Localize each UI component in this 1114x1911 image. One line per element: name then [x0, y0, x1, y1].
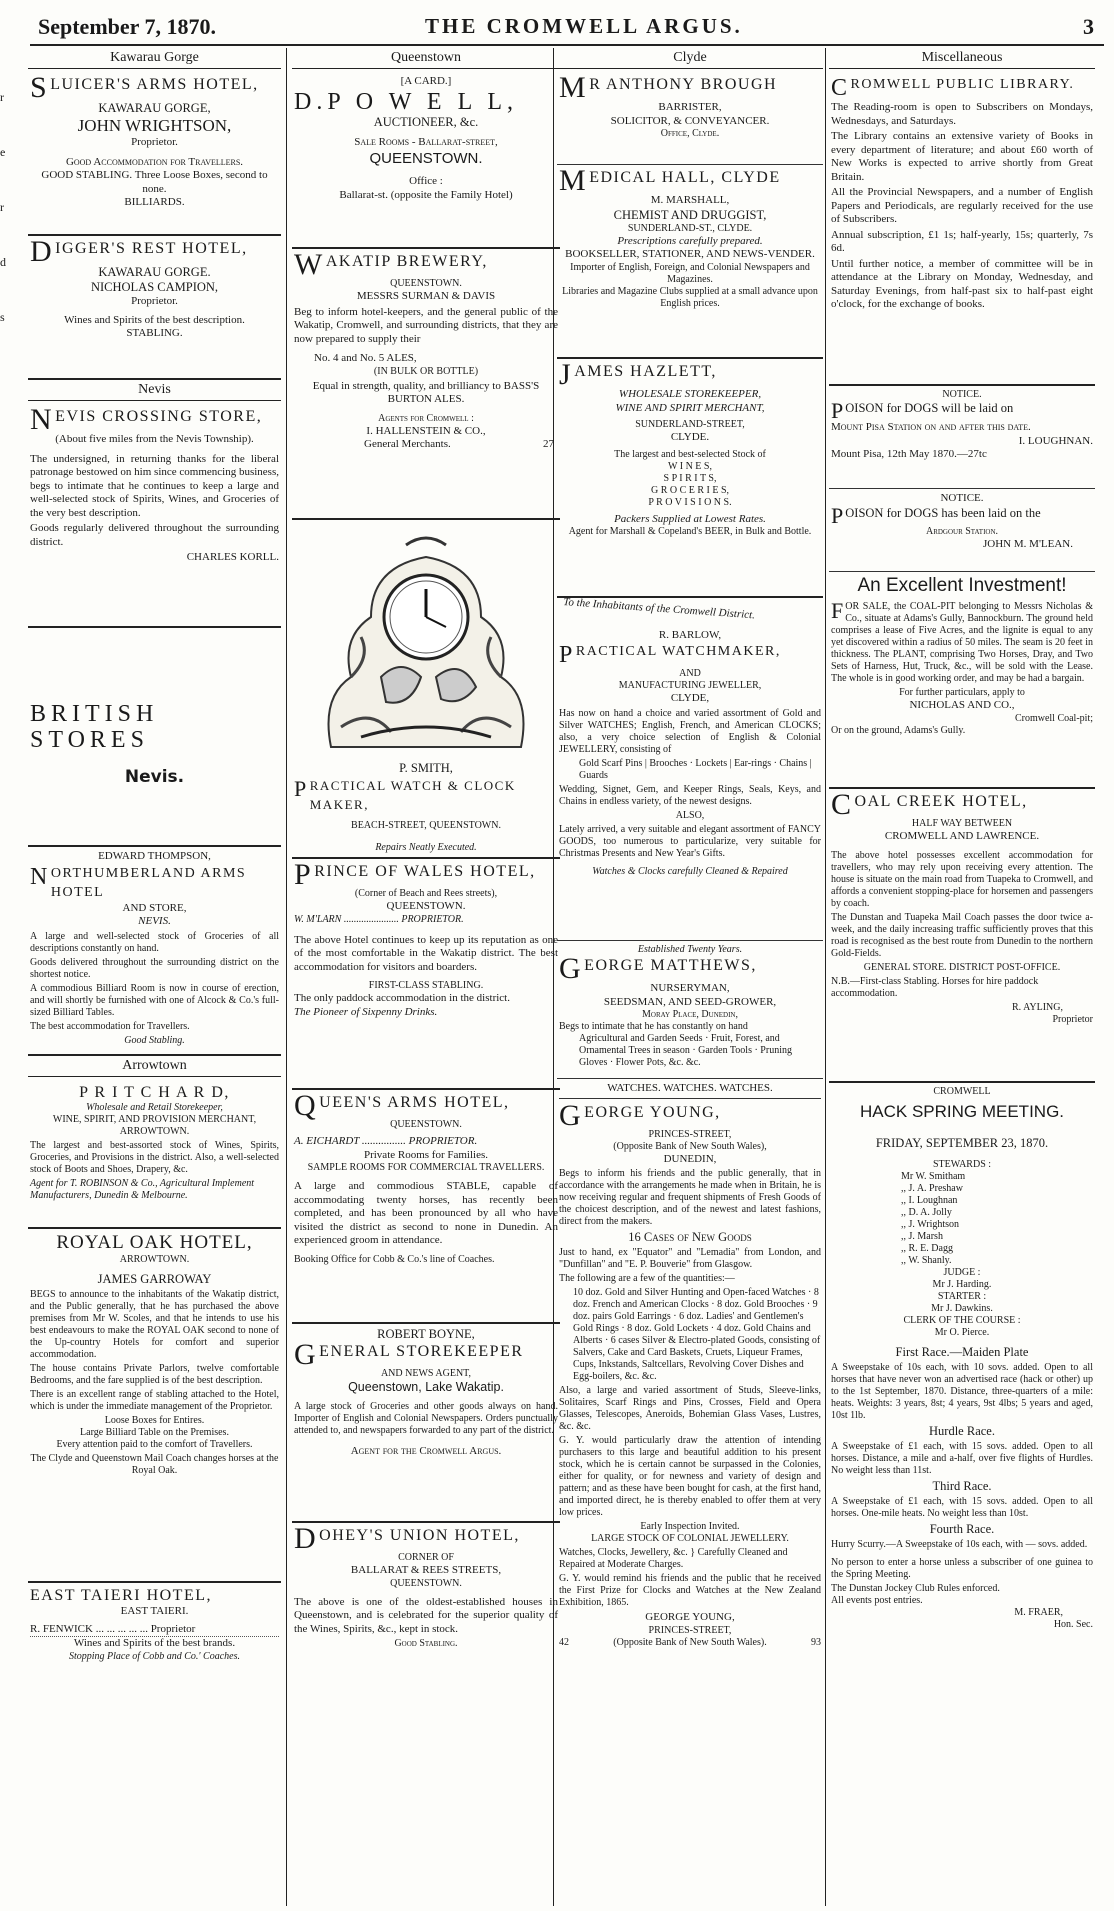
notice-heading: NOTICE.: [940, 492, 984, 504]
ad-body: Agents for Cromwell :: [378, 412, 474, 424]
ornate-clock-icon: [311, 527, 541, 757]
ad-line: Repairs Neatly Executed.: [375, 842, 477, 853]
ad-body: The undersigned, in returning thanks for the liberal patronage bestowed on him since commencing business, begs to intimate that he continues to keep a large and well-selected stock of Spirits, Wines, and Groceries of the very best description.: [30, 452, 279, 519]
ad-owners: MESSRS SURMAN & DAVIS: [356, 290, 496, 302]
ad-body: No. 4 and No. 5 ALES,: [314, 352, 417, 364]
ad-title: EORGE YOUNG,: [584, 1103, 721, 1121]
ad-role: AUCTIONEER, &c.: [373, 114, 479, 129]
meeting-date: FRIDAY, SEPTEMBER 23, 1870.: [875, 1136, 1049, 1150]
ad-address-line: To the Inhabitants of the Cromwell District.: [562, 596, 756, 622]
steward: ,, R. E. Dagg: [901, 1243, 953, 1254]
ad-address: PRINCES-STREET,: [648, 1128, 732, 1140]
ad-title: RINCE OF WALES HOTEL,: [314, 863, 536, 880]
ad-anthony-brough: [557, 72, 823, 165]
ad-title: EVIS CROSSING STORE,: [55, 408, 263, 425]
ad-body: Every attention paid to the comfort of Travellers.: [56, 1439, 253, 1450]
ad-robert-boyne: [292, 1324, 560, 1523]
ad-list: Gold Scarf Pins | Brooches · Lockets | Ear-rings · Chains | Guards: [579, 757, 812, 781]
ad-title: EDICAL HALL, CLYDE: [589, 169, 781, 186]
ad-title: UEEN'S ARMS HOTEL,: [319, 1094, 510, 1111]
drop-cap: C: [831, 788, 853, 821]
ad-wakatip-brewery: [292, 249, 560, 520]
ad-sluicers-arms: [28, 72, 281, 236]
drop-cap: G: [294, 1338, 318, 1371]
ad-line: Stopping Place of Cobb and Co.' Coaches.: [68, 1650, 240, 1662]
proprietor-name: JOHN WRIGHTSON,: [77, 116, 232, 135]
ad-body: All the Provincial Newspapers, and a number of English Papers and Periodicals, are regularly received for the use of Subscribers.: [831, 186, 1093, 225]
ad-body: Cromwell Coal-pit;: [1014, 712, 1093, 724]
ad-hack-spring-meeting: [829, 1083, 1095, 1635]
ad-body: BEGS to announce to the inhabitants of the Wakatip district, and the Public generally, that he has purchased the above premises from Mr W. Scoles, and that he intends to use his best endeavours to make the ROYAL OAK second to none of the Up-country Hotels for comfort and superior accommodation.: [30, 1289, 279, 1360]
ad-body: The Library contains an extensive variety of Books in every department of literature; and about £60 worth of New Works is expected to arrive shortly from Great Britain.: [831, 130, 1093, 183]
notice-poison-ardgour: [829, 489, 1095, 572]
ad-title: HACK SPRING MEETING.: [859, 1102, 1065, 1121]
ad-line: SAMPLE ROOMS FOR COMMERCIAL TRAVELLERS.: [307, 1162, 545, 1173]
ad-body: Good Stabling.: [124, 1034, 185, 1046]
section-heading: Queenstown: [292, 48, 560, 69]
proprietor-name: ROBERT BOYNE,: [377, 1327, 475, 1341]
ad-body: The above is one of the oldest-established houses in Queenstown, and is celebrated for the superior quality of the Wines, Spirits, &c., kept in stock.: [294, 1595, 558, 1635]
section-heading: Nevis: [28, 380, 281, 401]
ad-title: OAL CREEK HOTEL,: [854, 793, 1028, 810]
ad-body: Until further notice, a member of committee will be in attendance at the Library on Monday, Wednesday, and Saturday Evenings, from half-past six to half-past eight o'clock, for the exchange of books.: [831, 257, 1093, 310]
steward: ,, I. Loughnan: [901, 1195, 958, 1206]
ad-subtitle: CORNER OF: [398, 1552, 454, 1563]
ad-body: OR SALE, the COAL-PIT belonging to Messrs Nicholas & Co., situate at Adams's Gully, Bannockburn. The ground held comprises a lease of Five Acres, and the lignite is equal to any yet discovered within a radius of 50 miles. The seam is 20 feet in thickness. The PLANT, comprising Two Horses, Dray, and Two Sets of Harness, Hut, Truck, &c., will be sold with the Lease. The whole is in good working order, and may be had a bargain.: [831, 601, 1093, 684]
ad-powell: [292, 72, 560, 249]
section-heading: Arrowtown: [28, 1056, 281, 1077]
ad-title: RACTICAL WATCHMAKER,: [575, 644, 781, 659]
section-heading: Kawarau Gorge: [28, 48, 281, 69]
ad-body: Goods delivered throughout the surrounding district on the shortest notice.: [30, 956, 279, 980]
ad-line: Good Accommodation for Travellers.: [65, 155, 244, 168]
ad-body: P R O V I S I O N S.: [648, 496, 732, 508]
ad-title: LUICER'S ARMS HOTEL,: [50, 76, 259, 93]
ad-prince-of-wales: [292, 859, 560, 1090]
starter-name: Mr J. Dawkins.: [931, 1303, 993, 1314]
ad-town: QUEENSTOWN.: [390, 1577, 462, 1589]
ad-body: LARGE STOCK OF COLONIAL JEWELLERY.: [591, 1533, 789, 1544]
race-details: A Sweepstake of 10s each, with 10 sovs. added. Open to all horses that have never won an advertised race (hack or other) up to the 1st September, 1870. Distance, three-quarters of a mile: heats. Weights: 3 years, 8st; 4 years, 9st 4lbs; 5 years and aged, 10st 1lb.: [831, 1362, 1093, 1421]
ad-title: R ANTHONY BROUGH: [589, 76, 778, 93]
proprietor-name: R. FENWICK ... ... ... ... ... Proprietor: [30, 1623, 279, 1638]
ad-r-barlow: [557, 598, 823, 941]
drop-cap: P: [831, 398, 844, 423]
steward: ,, J. A. Preshaw: [901, 1183, 963, 1194]
drop-cap: P: [294, 776, 308, 801]
ad-line: Ballarat-st. (opposite the Family Hotel): [339, 188, 513, 201]
ad-body: There is an excellent range of stabling attached to the Hotel, which is under the immediate management of the Proprietor.: [30, 1389, 279, 1412]
notice-cromwell-library: [829, 72, 1095, 386]
ad-body: ALSO,: [675, 809, 705, 821]
ad-body: The above Hotel continues to keep up its reputation as one of the most comfortable in the Wakatip district. The best accommodation for visitors and boarders.: [294, 933, 558, 973]
ad-body: Or on the ground, Adams's Gully.: [831, 724, 966, 736]
ad-town: CLYDE,: [670, 692, 710, 704]
ad-royal-oak: [28, 1229, 281, 1583]
drop-cap: F: [831, 598, 844, 623]
ad-body: Early Inspection Invited.: [640, 1521, 740, 1532]
ad-role: BARRISTER,: [658, 101, 722, 113]
ad-medical-hall: [557, 165, 823, 359]
ad-pritchard: [28, 1080, 281, 1229]
ad-body: A large and well-selected stock of Groceries of all descriptions constantly on hand.: [30, 930, 279, 954]
ad-line: ARROWTOWN.: [119, 1126, 190, 1137]
drop-cap: D: [30, 235, 54, 268]
ad-address: (Opposite Bank of New South Wales),: [613, 1140, 767, 1152]
ad-address: BEACH-STREET, QUEENSTOWN.: [351, 820, 501, 831]
ad-subtitle: AND STORE,: [122, 901, 187, 914]
ad-coal-creek-hotel: [829, 789, 1095, 1083]
ad-role: NURSERYMAN,: [650, 982, 730, 994]
steward: ,, J. Marsh: [901, 1231, 943, 1242]
ad-banner: WATCHES. WATCHES. WATCHES.: [559, 1082, 821, 1099]
ad-subtitle: (Corner of Beach and Rees streets),: [354, 888, 498, 899]
ad-role: SEEDSMAN, AND SEED-GROWER,: [603, 995, 777, 1008]
ad-signature: CHARLES KORLL.: [186, 551, 279, 563]
ad-signature: JOHN M. M'LEAN.: [983, 537, 1073, 550]
column-kawarau: [28, 48, 281, 1910]
ad-body: 16 Cases of New Goods: [628, 1230, 752, 1244]
ad-title: RACTICAL WATCH & CLOCK MAKER,: [309, 778, 516, 812]
ad-body: A large stock of Groceries and other goods always on hand. Importer of English and Colonial Newspapers. Orders punctually attended to, and newspapers forwarded to any part of the district.: [294, 1401, 558, 1436]
proprietor-role: Proprietor.: [131, 136, 178, 148]
ad-line: Sale Rooms - Ballarat-street,: [354, 135, 498, 148]
ad-signature: R. AYLING,: [1011, 1001, 1063, 1013]
ad-title: ENERAL STOREKEEPER: [319, 1343, 524, 1360]
clerk-heading: CLERK OF THE COURSE :: [903, 1315, 1021, 1326]
ad-place: KAWARAU GORGE,: [98, 101, 211, 115]
ad-place: ARROWTOWN.: [119, 1254, 190, 1265]
drop-cap: M: [559, 164, 588, 197]
ad-body: Lately arrived, a very suitable and elegant assortment of FANCY GOODS, too numerous to particularize, very suitable for Christmas Presents and New Year's Gifts.: [559, 823, 821, 859]
ad-body: FIRST-CLASS STABLING.: [368, 980, 484, 991]
column-rule: [825, 48, 826, 1906]
drop-cap: P: [831, 502, 844, 528]
ad-body: GENERAL STORE. DISTRICT POST-OFFICE.: [863, 961, 1061, 973]
meeting-rule: No person to enter a horse unless a subscriber of one guinea to the Spring Meeting.: [831, 1557, 1093, 1580]
ad-body: Equal in strength, quality, and brilliancy to BASS'S BURTON ALES.: [312, 379, 540, 405]
ad-body: I. HALLENSTEIN & CO.,: [366, 424, 486, 437]
ad-title: ROMWELL PUBLIC LIBRARY.: [850, 77, 1075, 92]
ad-line: GOOD STABLING. Three Loose Boxes, second to none.: [41, 169, 268, 195]
masthead: [30, 8, 1104, 44]
ad-body: (IN BULK OR BOTTLE): [373, 365, 479, 377]
stewards-heading: STEWARDS :: [932, 1159, 992, 1170]
ad-body: The Reading-room is open to Subscribers on Mondays, Wednesdays, and Saturdays.: [831, 101, 1093, 127]
ad-subtitle: HALF WAY BETWEEN: [911, 818, 1013, 829]
ad-body: Mount Pisa Station on and after this date.: [831, 421, 1031, 433]
ad-british-stores: [28, 628, 281, 847]
proprietor-name: P. SMITH,: [399, 761, 453, 775]
meeting-rule: All events post entries.: [831, 1595, 923, 1606]
ad-signature: PRINCES-STREET,: [648, 1624, 732, 1636]
ad-body: Goods regularly delivered throughout the surrounding district.: [30, 522, 279, 548]
proprietor-name: A. EICHARDT ................ PROPRIETOR.: [294, 1135, 478, 1147]
ad-number: 93: [811, 1636, 821, 1648]
race-details: A Sweepstake of £1 each, with 15 sovs. added. Open to all horses. Distance, a mile and a-half, over five flights of Hurdles. No weight less than 11st.: [831, 1441, 1093, 1476]
column-clyde: [557, 48, 823, 1910]
ad-title: P O W E L L,: [327, 88, 519, 115]
ad-subtitle: (About five miles from the Nevis Township).: [55, 433, 254, 445]
newspaper-title: THE CROMWELL ARGUS.: [425, 14, 743, 38]
ad-subtitle: CROMWELL AND LAWRENCE.: [884, 830, 1040, 842]
ad-body: The house contains Private Parlors, twelve comfortable Bedrooms, and the fare supplied is of the best description.: [30, 1363, 279, 1386]
ad-address: Moray Place, Dunedin,: [642, 1009, 738, 1020]
ad-body: The only paddock accommodation in the district.: [294, 992, 510, 1004]
ad-town: CLYDE.: [670, 431, 710, 443]
drop-cap: P: [559, 642, 574, 668]
issue-date: September 7, 1870.: [38, 14, 217, 39]
ad-title: OISON for DOGS will be laid on: [845, 401, 1014, 415]
ad-body: Begs to intimate that he has constantly on hand: [559, 1021, 748, 1032]
adjacent-page-edge: r e r d s: [0, 90, 6, 324]
steward: Mr W. Smitham: [901, 1171, 966, 1182]
ad-body: A commodious Billiard Room is now in course of erection, and will shortly be furnished with one of Alcock & Co.'s full-sized Billiard Tables.: [30, 982, 279, 1018]
ad-list: Agricultural and Garden Seeds · Fruit, Forest, and Ornamental Trees in season · Garden Tools · Pruning Gloves · Flower Pots, &c. &c.: [579, 1033, 792, 1068]
drop-cap: C: [831, 75, 849, 101]
ad-role: SOLICITOR, & CONVEYANCER.: [610, 114, 770, 127]
ad-body: Libraries and Magazine Clubs supplied at a small advance upon English prices.: [562, 285, 818, 309]
ad-body: Packers Supplied at Lowest Rates.: [614, 512, 766, 525]
ad-east-taieri: [28, 1583, 281, 1667]
ad-line: Office :: [409, 175, 443, 187]
ad-body: NICHOLAS AND CO.,: [909, 699, 1015, 711]
ad-body: The largest and best-selected Stock of: [614, 448, 766, 460]
ad-doheys-union: [292, 1523, 560, 1654]
ad-address: SUNDERLAND-STREET,: [635, 419, 745, 430]
proprietor-name: EDWARD THOMPSON,: [98, 850, 211, 862]
drop-cap: N: [30, 403, 54, 436]
race-title: Fourth Race.: [929, 1522, 995, 1536]
notice-poison-mount-pisa: [829, 386, 1095, 489]
ad-body: Agent for the Cromwell Argus.: [350, 1445, 502, 1457]
ad-body: The best accommodation for Travellers.: [30, 1020, 190, 1032]
ad-place: EAST TAIERI.: [120, 1605, 189, 1617]
section-heading: Clyde: [557, 48, 823, 69]
ad-place: NEVIS.: [138, 915, 171, 927]
ad-line: Established Twenty Years.: [637, 944, 743, 955]
drop-cap: N: [30, 863, 49, 890]
ad-northumberland-arms: [28, 847, 281, 1056]
ad-title: EORGE MATTHEWS,: [584, 957, 757, 974]
ad-body: Beg to inform hotel-keepers, and the general public of the Wakatip, Cromwell, and surrounding districts, that they are now prepared to supply their: [294, 305, 558, 345]
ad-body: Begs to inform his friends and the public generally, that in accordance with the arrangements he made when in Britain, he is now receiving regular and frequent shipments of Fresh Goods of the choicest description, and of the newest and latest fashions, direct from the makers.: [559, 1168, 821, 1227]
race-details: A Sweepstake of £1 each, with 15 sovs. added. Open to all horses. One-mile heats. No weight less than 10st.: [831, 1496, 1093, 1519]
ad-line: Wines and Spirits of the best brands.: [73, 1637, 236, 1649]
ad-title: AKATIP BREWERY,: [325, 253, 488, 270]
ad-title: OHEY'S UNION HOTEL,: [319, 1527, 520, 1544]
ad-body: G. Y. would particularly draw the attention of intending purchasers to this large and beautiful addition to his present stock, which he is certain cannot be surpassed in the Colonies, either for quality, or for newness and variety of design and pattern; and as these have been bought for cash, at the first hand, and imported direct, he is thereby enabled to offer them at very low prices.: [559, 1435, 821, 1518]
ad-body: A large and commodious STABLE, capable of accommodating twenty horses, has recently been completed, and has been pronounced by all who have visited the district as second to none in Dunedin. An experienced groom in attendance.: [294, 1180, 558, 1246]
ad-body: Agent for Marshall & Copeland's BEER, in Bulk and Bottle.: [568, 526, 812, 537]
drop-cap: G: [559, 1098, 583, 1132]
drop-cap: S: [30, 71, 49, 104]
steward: ,, W. Shanly.: [901, 1255, 952, 1266]
column-rule: [286, 48, 287, 1906]
ad-excellent-investment: [829, 572, 1095, 789]
ad-title: An Excellent Investment!: [857, 575, 1067, 596]
proprietor-name: W. M'LARN ...................... PROPRIETOR.: [294, 913, 464, 925]
ad-body: Has now on hand a choice and varied assortment of Gold and Silver WATCHES; English, French, and American CLOCKS; also, a very choice selection of English & Colonial JEWELLERY, consisting of: [559, 707, 821, 755]
section-heading: Miscellaneous: [829, 48, 1095, 69]
ad-signature: Proprietor: [1052, 1013, 1093, 1025]
steward: ,, D. A. Jolly: [901, 1207, 952, 1218]
ad-body: Good Stabling.: [394, 1638, 458, 1649]
drop-cap: W: [294, 248, 324, 281]
ad-george-matthews: [557, 941, 823, 1079]
race-details: Hurry Scurry.—A Sweepstake of 10s each, with — sovs. added.: [831, 1539, 1088, 1550]
drop-cap: Q: [294, 1089, 318, 1122]
drop-cap: M: [559, 71, 588, 104]
proprietor-name: JAMES GARROWAY: [97, 1272, 212, 1286]
ad-town: DUNEDIN,: [663, 1152, 717, 1165]
ad-body: BOOKSELLER, STATIONER, AND NEWS-VENDER.: [565, 248, 815, 260]
ad-subtitle: Nevis.: [124, 767, 185, 787]
judge-heading: JUDGE :: [943, 1267, 981, 1278]
ad-body: The above hotel possesses excellent accommodation for travellers, who may rely upon receiving every attention. The house is situate on the main road from Tuapeka to Cromwell, and affords a convenient stopping-place for horsemen and passengers by coach.: [831, 849, 1093, 909]
drop-cap: P: [294, 858, 313, 891]
ad-line: Private Rooms for Families.: [363, 1148, 489, 1161]
ad-title: RITISH STORES: [30, 701, 159, 753]
ad-line: STABLING.: [126, 327, 183, 339]
ad-george-young: [557, 1079, 823, 1653]
ad-body: N.B.—First-class Stabling. Horses for hire paddock accommodation.: [831, 975, 1039, 999]
page-number: 3: [1083, 14, 1094, 39]
masthead-rule: [30, 44, 1104, 46]
ad-address: SUNDERLAND-ST., CLYDE.: [627, 222, 753, 234]
ad-title: ROYAL OAK HOTEL,: [56, 1232, 253, 1253]
ad-body: G. Y. would remind his friends and the public that he received the First Prize for Clocks and Watches at the New Zealand Exhibition, 1865.: [559, 1573, 821, 1608]
ad-body: Annual subscription, £1 1s; half-yearly, 15s; quarterly, 7s 6d.: [831, 228, 1093, 254]
ad-body: Watches & Clocks carefully Cleaned & Repaired: [592, 865, 788, 877]
ad-town: QUEENSTOWN.: [390, 1119, 462, 1130]
ad-body: S P I R I T S,: [663, 472, 717, 484]
drop-cap: D: [294, 1522, 318, 1555]
ad-list: 10 doz. Gold and Silver Hunting and Open-faced Watches · 8 doz. French and American Clocks · 8 doz. Gold Brooches · 9 doz. pairs Gold Earrings · 6 doz. Ladies' and Gentlemen's Gold Rings · 8 doz. Gold Lockets · 4 doz. Gold Chains and Alberts · 6 cases Silver & Electro-plated Goods, consisting of Salvers, Cake and Card Baskets, Cruets, Liqueur Frames, Cups, Inkstands, Saltcellars, Revolving Cover Dishes and Egg-boilers, &c. &c.: [573, 1287, 821, 1382]
ad-title: EAST TAIERI HOTEL,: [30, 1587, 212, 1604]
judge-name: Mr J. Harding.: [932, 1279, 992, 1290]
ad-p-smith: [292, 520, 560, 859]
proprietor-name: NICHOLAS CAMPION,: [90, 280, 219, 294]
ad-line: Wines and Spirits of the best description.: [64, 313, 245, 326]
ad-role: CHEMIST AND DRUGGIST,: [613, 207, 767, 222]
ad-body: Importer of English, Foreign, and Colonial Newspapers and Magazines.: [570, 261, 810, 285]
ad-body: Booking Office for Cobb & Co.'s line of Coaches.: [294, 1253, 495, 1265]
drop-cap: B: [30, 701, 52, 727]
race-title: Hurdle Race.: [929, 1424, 995, 1438]
race-title: Third Race.: [932, 1479, 992, 1493]
ad-signature: I. LOUGHNAN.: [1018, 434, 1093, 447]
ad-town: QUEENSTOWN.: [386, 900, 466, 912]
ad-town: QUEENSTOWN.: [369, 150, 483, 167]
ad-place: KAWARAU GORGE.: [98, 265, 211, 279]
ad-date: Mount Pisa, 12th May 1870.—27tc: [831, 448, 987, 460]
ad-body: Wedding, Signet, Gem, and Keeper Rings, Seals, Keys, and Chains in endless variety, of the newest designs.: [559, 783, 821, 807]
ad-body: The Pioneer of Sixpenny Drinks.: [294, 1005, 438, 1018]
ad-town: QUEENSTOWN.: [390, 278, 462, 289]
ad-body: The Clyde and Queenstown Mail Coach changes horses at the Royal Oak.: [30, 1453, 279, 1476]
ad-role: WINE AND SPIRIT MERCHANT,: [615, 401, 765, 414]
steward: ,, J. Wrightson: [901, 1219, 960, 1230]
clerk-name: Mr O. Pierce.: [934, 1327, 990, 1338]
ad-body: For further particulars, apply to: [899, 687, 1025, 698]
ad-body: G R O C E R I E S,: [650, 484, 730, 496]
ad-number: 27: [543, 438, 554, 450]
drop-cap: J: [559, 358, 573, 391]
ad-pretitle: CROMWELL: [933, 1086, 991, 1097]
ad-queens-arms: [292, 1090, 560, 1324]
ad-body: Loose Boxes for Entires.: [104, 1415, 205, 1426]
ad-body: W I N E S,: [668, 460, 712, 472]
proprietor-name: R. BARLOW,: [658, 628, 722, 641]
ad-james-hazlett: [557, 359, 823, 598]
ad-subtitle: AND NEWS AGENT,: [380, 1368, 472, 1379]
ad-body: Watches, Clocks, Jewellery, &c. } Carefully Cleaned and Repaired at Moderate Charges.: [559, 1547, 788, 1570]
ad-title: P R I T C H A R D,: [79, 1084, 230, 1101]
column-miscellaneous: [829, 48, 1095, 1910]
ad-body: Prescriptions carefully prepared.: [617, 234, 763, 247]
drop-cap: D.: [294, 88, 328, 115]
ad-address: BALLARAT & REES STREETS,: [350, 1564, 502, 1576]
ad-body: The Dunstan and Tuapeka Mail Coach passes the door twice a-week, and the daily increasing traffic sufficiently proves that this road is recognised as the best route from Dunedin to the northern Gold-Fields.: [831, 911, 1093, 959]
proprietor-role: Proprietor.: [131, 295, 178, 307]
column-queenstown: [292, 48, 560, 1910]
ad-number: 42: [559, 1636, 569, 1648]
ad-body: The following are a few of the quantities:—: [559, 1273, 735, 1284]
ad-body: Also, a large and varied assortment of Studs, Sleeve-links, Solitaires, Scarf Rings and Pins, Crosses, Field and Opera Glasses, Telescopes, Aneroids, Bohemian Glass Vases, Lustres, &c. &c.: [559, 1385, 821, 1432]
ad-diggers-rest: [28, 236, 281, 380]
ad-title: OISON for DOGS has been laid on the: [845, 505, 1041, 520]
drop-cap: G: [559, 952, 583, 985]
ad-line: AND: [679, 668, 701, 679]
ad-line: WINE, SPIRIT, AND PROVISION MERCHANT,: [52, 1114, 257, 1125]
ad-body: Ardgour Station.: [925, 525, 999, 537]
ad-body: The largest and best-assorted stock of Wines, Spirits, Groceries, and Provisions in the district. Also, a well-selected stock of Boots and Shoes, Drapery, &c.: [30, 1140, 279, 1175]
ad-signature: (Opposite Bank of New South Wales).: [613, 1636, 767, 1648]
starter-heading: STARTER :: [937, 1291, 987, 1302]
ad-signature: GEORGE YOUNG,: [645, 1611, 735, 1623]
ad-nevis-crossing: [28, 404, 281, 628]
ad-title: ORTHUMBERLAND ARMS HOTEL: [50, 865, 247, 900]
ad-role: WHOLESALE STOREKEEPER,: [618, 388, 762, 400]
notice-heading: NOTICE.: [942, 389, 982, 400]
ad-town: Queenstown, Lake Wakatip.: [348, 1380, 504, 1394]
race-title: First Race.—Maiden Plate: [895, 1345, 1029, 1359]
ad-line: BILLIARDS.: [124, 196, 185, 208]
ad-body: General Merchants.: [364, 438, 451, 450]
ad-title: IGGER'S REST HOTEL,: [55, 240, 248, 257]
ad-title: AMES HAZLETT,: [574, 363, 717, 380]
ad-card: [A CARD.]: [400, 75, 452, 87]
ad-body: Just to hand, ex "Equator" and "Lemadia" from London, and "Dunfillan" and "E. P. Bouverie" from Glasgow.: [559, 1247, 821, 1270]
proprietor-name: M. MARSHALL,: [650, 194, 730, 206]
ad-line: Wholesale and Retail Storekeeper,: [86, 1102, 223, 1113]
ad-body: Agent for T. ROBINSON & Co., Agricultural Implement Manufacturers, Dunedin & Melbourne.: [30, 1178, 255, 1201]
ad-role: MANUFACTURING JEWELLER,: [618, 680, 762, 691]
ad-signature: M. FRAER,: [1014, 1607, 1063, 1618]
ad-signature: Hon. Sec.: [1053, 1619, 1093, 1630]
ad-body: Large Billiard Table on the Premises.: [80, 1427, 229, 1438]
meeting-rule: The Dunstan Jockey Club Rules enforced.: [831, 1583, 1000, 1594]
ad-line: Office, Clyde.: [660, 128, 720, 139]
